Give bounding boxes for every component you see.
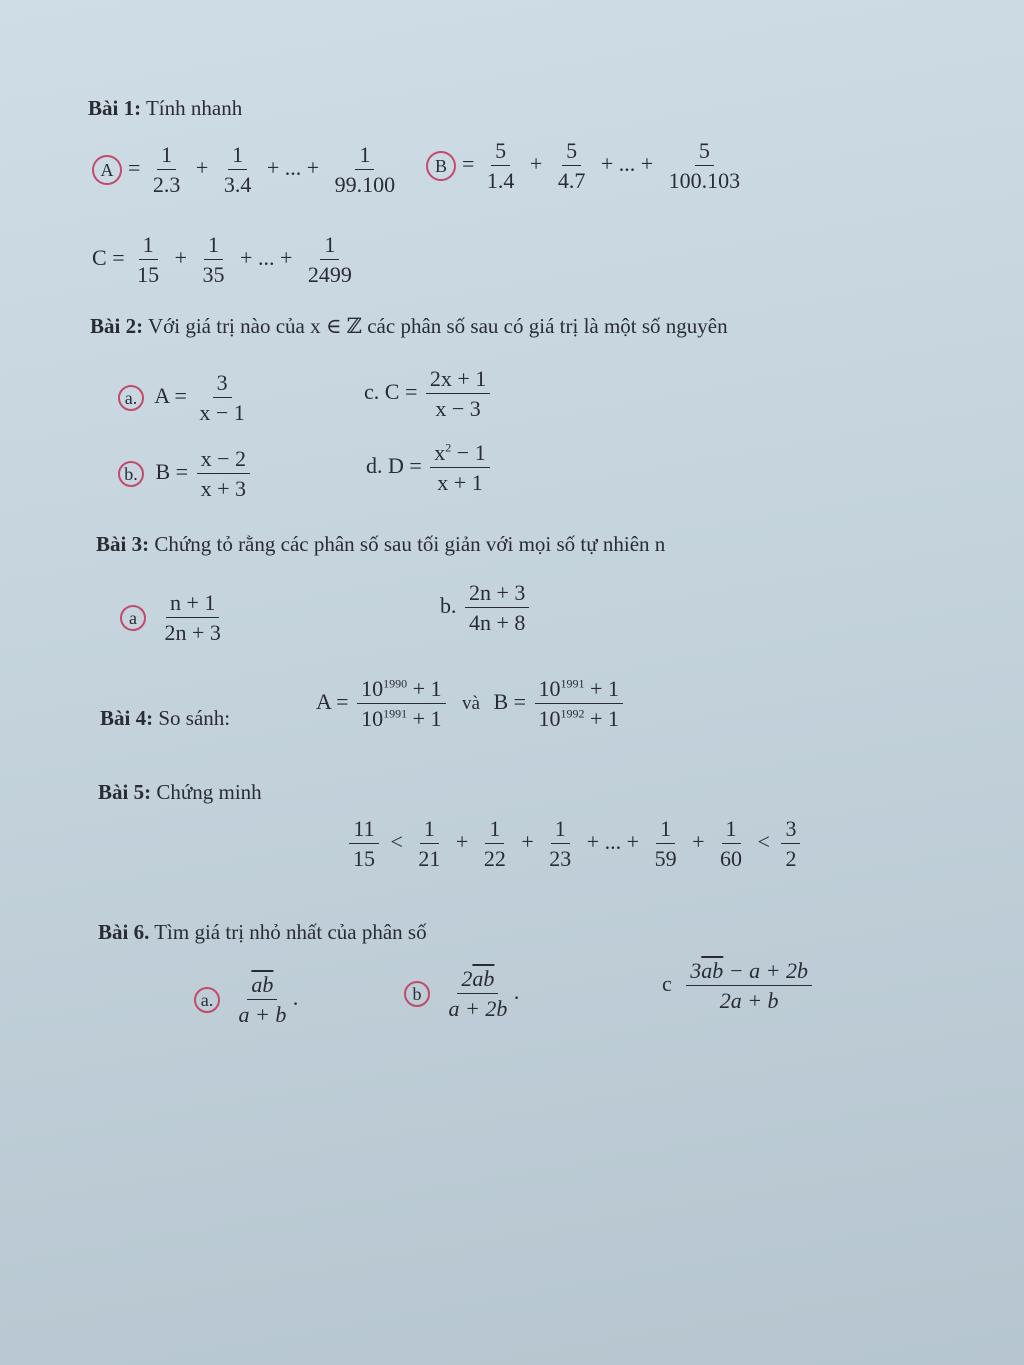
bai2-b-label: b. [118,461,144,487]
bai1-label: Bài 1 [88,96,135,120]
bai2-c-label: c. C = [364,378,418,404]
fraction: $\frac{5}{100.103}$ [668,138,741,194]
bai5-heading: Bài 5: Chứng minh [98,780,262,804]
plus-sign: + [195,154,209,180]
bai1-a-lhs: A [92,155,122,185]
bai6-heading [98,920,427,945]
bai1-expr-b [426,138,747,194]
plus-sign: + [174,244,188,270]
fraction: $\frac{2x + 1}{x - 3}$ [426,366,490,422]
fraction: $\frac{1}{60}$ [720,816,743,872]
bai6-b-label: b [404,981,430,1007]
fraction: $\frac{5}{1.4}$ [486,138,515,194]
fraction: $\frac{10^{1990} + 1}{10^{1991} + 1}$ [357,676,445,732]
fraction: $\frac{x - 2}{x + 3}$ [197,446,250,502]
bai1-c-lhs: C [92,244,107,270]
fraction: $\frac{5}{4.7}$ [557,138,586,194]
eq-sign: = [128,154,141,180]
bai4-title: So sánh: [158,706,231,730]
bai6-c-label: c [662,970,672,996]
bai3-a [120,590,228,646]
bai2-heading: Bài 2: Với giá trị nào của x ∈ ℤ các phân số sau có giá trị là một số nguyên [90,314,728,338]
fraction: $\frac{1}{21}$ [418,816,441,872]
fraction: $\frac{n + 1}{2n + 3}$ [164,590,221,646]
bai2-label: Bài 2 [90,314,137,338]
bai2-c [364,366,493,422]
bai3-b-label: b. [440,592,457,618]
bai2-a-label: a. [118,385,144,411]
fraction: $\frac{3\overline{ab} - a + 2b}{2a + b}$ [686,958,812,1014]
fraction: $\frac{2\overline{ab}}{a + 2b}$ [448,966,508,1022]
fraction: $\frac{1}{35}$ [202,232,225,288]
bai2-a [118,370,252,426]
bai5-title: Chứng minh [156,780,262,804]
fraction: $\frac{1}{59}$ [654,816,677,872]
fraction: $\frac{1}{15}$ [137,232,160,288]
fraction: $\frac{1}{22}$ [483,816,506,872]
bai4-a-lhs: A = [316,688,349,714]
bai4-label: Bài 4 [100,706,147,730]
bai5-label: Bài 5 [98,780,145,804]
fraction: $\frac{3}{x - 1}$ [199,370,245,426]
ellipsis-sum: + ... + [266,154,320,180]
fraction: $\frac{1}{2499}$ [307,232,352,288]
bai2-d [366,440,493,496]
bai4-expr [316,676,626,732]
fraction: $\frac{1}{23}$ [549,816,572,872]
fraction: $\frac{1}{3.4}$ [223,142,252,198]
fraction: $\frac{x^2 - 1}{x + 1}$ [430,440,489,496]
fraction: $\frac{\overline{ab}}{a + b}$ [238,972,287,1028]
bai6-a-label: a. [194,987,220,1013]
plus-sign: + [529,150,543,176]
fraction: $\frac{2n + 3}{4n + 8}$ [465,580,529,636]
bai2-d-label: d. D = [366,452,422,478]
ellipsis-sum: + ... + [240,244,293,270]
bai5-inequality: $\frac{11}{15}$ < $\frac{1}{21}$ + $\frac{1}{22}$ + $\frac{1}{23}$ + ... + $\frac{1}{59}$ + $\frac{1}{60}$ < $\frac{3}{2}$ [346,816,803,872]
bai6-a: a. $\frac{\overline{ab}}{a + b}$ . [194,972,299,1028]
bai3-label: Bài 3 [96,532,143,556]
bai1-heading: Bài 1: Tính nhanh [88,96,243,120]
bai2-b-lhs: B = [155,458,189,484]
bai4-heading: Bài 4: So sánh: [100,706,231,730]
fraction: $\frac{3}{2}$ [781,816,800,872]
bai3-title: Chứng tỏ rằng các phân số sau tối giản với mọi số tự nhiên n [154,532,666,556]
less-than: < [390,828,403,854]
fraction: $\frac{1}{99.100}$ [334,142,396,198]
bai3-a-label: a [120,605,146,631]
bai1-title: Tính nhanh [145,96,243,120]
bai4-b-lhs: B = [493,688,527,714]
bai2-title: Với giá trị nào của x ∈ ℤ các phân số sau có giá trị là một số nguyên [147,314,728,338]
eq-sign: = [462,150,475,176]
eq-sign: = [112,244,125,270]
bai1-b-lhs: B [426,151,456,181]
bai2-a-lhs: A = [154,382,187,408]
bai6-b: b $\frac{2\overline{ab}}{a + 2b}$ . [404,966,520,1022]
bai1-expr-c [92,232,359,288]
bai4-va: và [462,692,480,714]
bai3-b [440,580,532,636]
bai6-label: Bài 6. [98,920,150,944]
bai2-b [118,446,253,502]
bai1-expr-a [92,142,402,198]
fraction: $\frac{1}{2.3}$ [152,142,181,198]
fraction: $\frac{11}{15}$ [349,816,379,872]
fraction: $\frac{10^{1991} + 1}{10^{1992} + 1}$ [535,676,623,732]
bai6-title: Tìm giá trị nhỏ nhất của phân số [154,920,427,944]
bai3-heading: Bài 3: Chứng tỏ rằng các phân số sau tối giản với mọi số tự nhiên n [96,532,666,556]
ellipsis-sum: + ... + [600,150,654,176]
less-than: < [757,828,770,854]
bai6-c [662,958,815,1014]
